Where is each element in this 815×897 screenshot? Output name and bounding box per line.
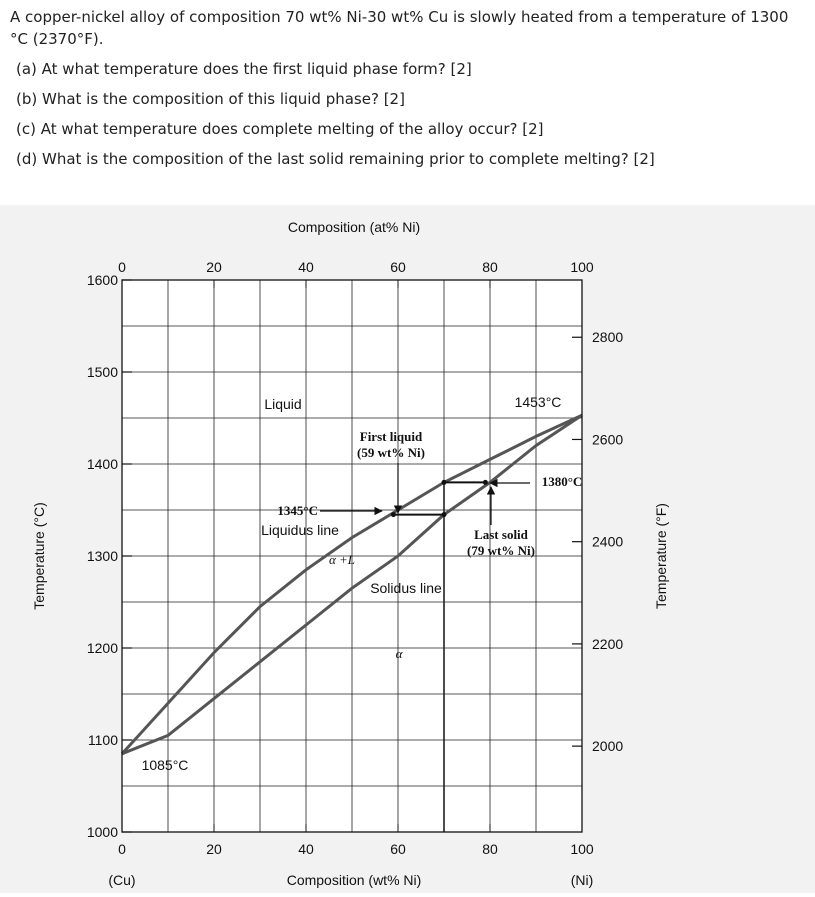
annotation-solidus-line: Solidus line	[370, 580, 442, 596]
x-tick-label: 60	[390, 841, 406, 857]
phase-diagram-figure	[0, 205, 815, 893]
y-tick-label: 1200	[86, 640, 118, 656]
marked-point	[442, 512, 447, 517]
top-axis-title: Composition (at% Ni)	[287, 219, 421, 235]
y-axis-title: Temperature (°C)	[31, 502, 47, 610]
annotation-1345: 1345°C	[277, 503, 318, 518]
marked-point	[483, 480, 488, 485]
phase-label-liquid: Liquid	[264, 396, 302, 412]
x-tick-label: 40	[298, 841, 314, 857]
question-item-a: (a) At what temperature does the first liquid phase form? [2]	[16, 60, 472, 78]
x-tick-label: 20	[206, 841, 222, 857]
top-tick-label: 20	[206, 259, 222, 275]
top-tick-label: 80	[482, 259, 498, 275]
phase-diagram-chart	[0, 205, 815, 893]
question-intro: A copper-nickel alloy of composition 70 wt% Ni-30 wt% Cu is slowly heated from a temperature of 1300 °C (2370°F).	[10, 8, 789, 48]
x-tick-label: 80	[482, 841, 498, 857]
phase-label-alpha-liquid: α +L	[328, 552, 356, 567]
annotation-last-solid-comp: (79 wt% Ni)	[467, 543, 535, 558]
annotation-first-liquid-comp: (59 wt% Ni)	[357, 445, 425, 460]
right-tick-label: 2200	[592, 635, 624, 652]
right-tick-label: 2000	[592, 738, 624, 755]
annotation-last-solid: Last solid	[474, 527, 528, 542]
x-tick-label: 100	[570, 841, 594, 857]
y-axis-title-right: Temperature (°F)	[653, 503, 669, 609]
question-block	[10, 6, 810, 170]
marked-point	[442, 480, 447, 485]
y-tick-label: 1600	[86, 272, 118, 288]
annotation-1380: 1380°C	[541, 474, 583, 489]
right-tick-label: 2800	[592, 329, 624, 346]
y-tick-label: 1100	[87, 732, 118, 748]
right-tick-label: 2600	[592, 431, 624, 448]
question-item-d: (d) What is the composition of the last solid remaining prior to complete melting? [2]	[16, 150, 655, 168]
top-tick-label: 60	[390, 259, 406, 275]
annotation-first-liquid: First liquid	[359, 429, 423, 444]
annotation-liquidus-line: Liquidus line	[261, 522, 339, 538]
y-tick-label: 1400	[86, 456, 118, 472]
marked-point	[391, 512, 396, 517]
y-tick-label: 1500	[86, 364, 118, 380]
phase-label-alpha: α	[395, 646, 403, 661]
annotation-melt-cu: 1085°C	[141, 757, 189, 773]
y-tick-label: 1000	[86, 824, 118, 840]
y-tick-label: 1300	[86, 548, 118, 564]
right-tick-label: 2400	[592, 533, 624, 550]
top-tick-label: 40	[298, 259, 314, 275]
question-item-b: (b) What is the composition of this liquid phase? [2]	[16, 90, 405, 108]
x-tick-label: 0	[118, 841, 126, 857]
top-tick-label: 100	[570, 259, 594, 275]
question-item-c: (c) At what temperature does complete melting of the alloy occur? [2]	[16, 120, 544, 138]
x-end-label-ni: (Ni)	[570, 872, 594, 888]
x-end-label-cu: (Cu)	[108, 872, 136, 888]
annotation-melt-ni: 1453°C	[514, 394, 562, 410]
x-axis-title: Composition (wt% Ni)	[286, 872, 422, 888]
top-tick-label: 0	[118, 259, 126, 275]
